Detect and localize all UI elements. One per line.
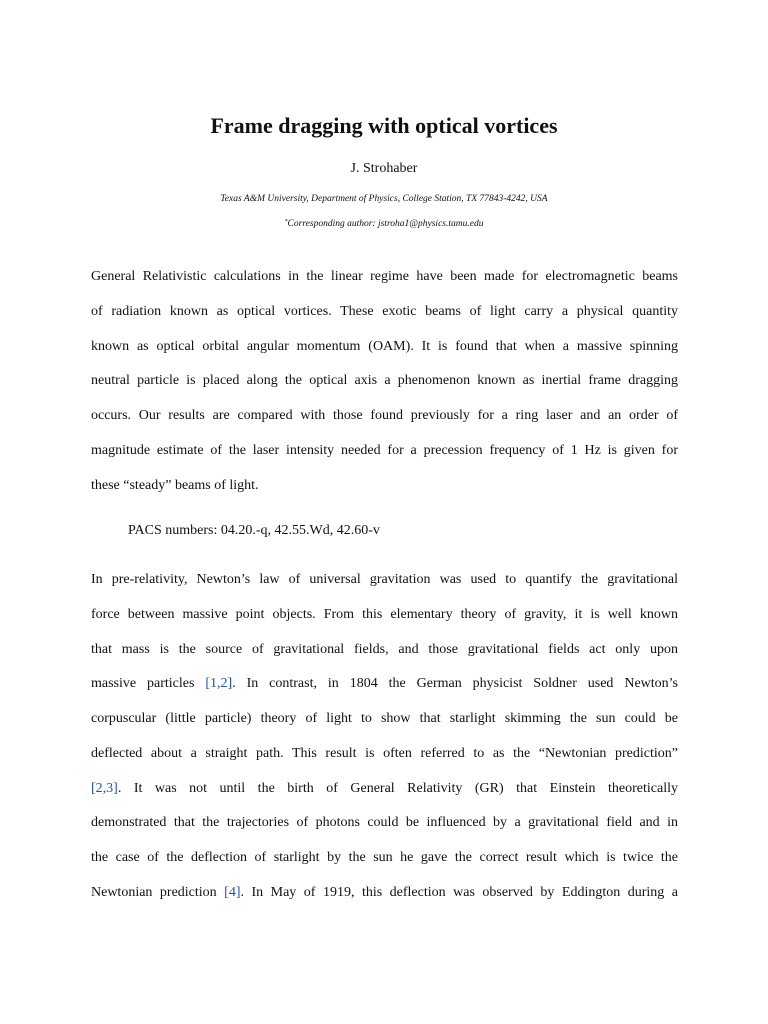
abstract-line: occurs. Our results are compared with those found previously for a ring laser and an order of — [91, 408, 678, 423]
corresponding-author — [0, 216, 768, 230]
abstract-line: neutral particle is placed along the optical axis a phenomenon known as inertial frame dragging — [91, 373, 678, 389]
body-text-run: massive particles — [91, 676, 206, 692]
body-text-run: Newtonian prediction — [91, 884, 225, 900]
abstract — [91, 260, 678, 503]
citation-link[interactable]: [4] — [224, 884, 241, 900]
abstract-line: magnitude estimate of the laser intensity needed for a precession frequency of 1 Hz is given for — [91, 442, 678, 458]
body-line: that mass is the source of gravitational fields, and those gravitational fields act only upon — [91, 641, 678, 657]
body-line: demonstrated that the trajectories of photons could be influenced by a gravitational field and in — [91, 815, 678, 831]
body-line — [91, 667, 678, 702]
pacs-numbers: PACS numbers: 04.20.-q, 42.55.Wd, 42.60-v — [128, 523, 380, 538]
body-line: corpuscular (little particle) theory of light to show that starlight skimming the sun could be — [91, 711, 678, 726]
body-line: force between massive point objects. From this elementary theory of gravity, it is well known — [91, 606, 678, 622]
abstract-line: known as optical orbital angular momentum (OAM). It is found that when a massive spinning — [91, 338, 678, 354]
abstract-line: these “steady” beams of light. — [91, 477, 259, 493]
body-line — [91, 876, 678, 911]
corresponding-text: Corresponding author: jstroha1@physics.tamu.edu — [287, 219, 484, 229]
abstract-line: General Relativistic calculations in the linear regime have been made for electromagnetic beams — [91, 269, 678, 284]
citation-link[interactable]: [1,2] — [205, 676, 233, 692]
affiliation: Texas A&M University, Department of Physics, College Station, TX 77843-4242, USA — [220, 194, 548, 204]
body-line — [91, 772, 678, 807]
body-line: the case of the deflection of starlight by the sun he gave the correct result which is twice the — [91, 850, 678, 865]
abstract-line: of radiation known as optical vortices. These exotic beams of light carry a physical quantity — [91, 303, 678, 319]
citation-link[interactable]: [2,3] — [91, 780, 118, 796]
body-text-run: . It was not until the birth of General Relativity (GR) that Einstein theoretically — [117, 780, 678, 796]
body-text-run: . In May of 1919, this deflection was observed by Eddington during a — [240, 884, 678, 900]
body-line: In pre-relativity, Newton’s law of universal gravitation was used to quantify the gravitational — [91, 572, 678, 587]
corresponding-mark: * — [284, 219, 288, 225]
paper-title: Frame dragging with optical vortices — [210, 113, 558, 138]
body-line: deflected about a straight path. This result is often referred to as the “Newtonian prediction” — [91, 745, 678, 761]
body-text-run: . In contrast, in 1804 the German physicist Soldner used Newton’s — [232, 676, 679, 692]
author-name: J. Strohaber — [350, 161, 418, 176]
body-text — [91, 563, 678, 911]
